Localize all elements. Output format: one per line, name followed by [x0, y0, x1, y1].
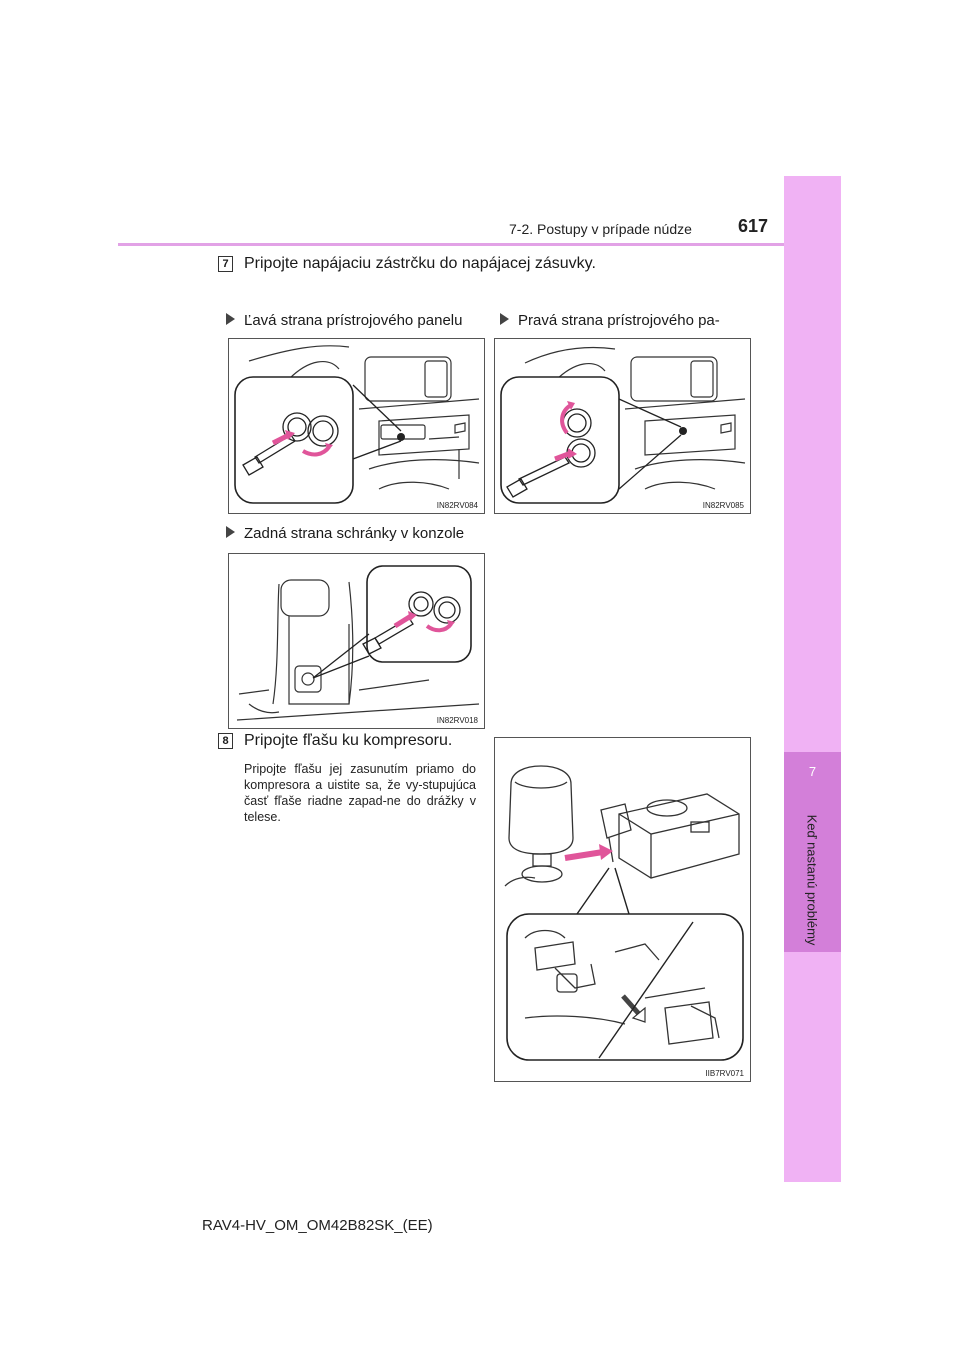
figure-rear-console-socket: [228, 553, 485, 729]
figure-code: IIB7RV071: [705, 1069, 744, 1078]
bullet-rear-console: [226, 523, 464, 545]
bullet-triangle-icon: [226, 313, 235, 325]
figure-code: IN82RV084: [436, 501, 478, 510]
bullet-right-panel-text-1: Pravá strana prístrojového pa-: [518, 312, 720, 329]
bullet-triangle-icon: [500, 313, 509, 325]
page-number: 617: [738, 216, 769, 236]
document-id: RAV4-HV_OM_OM42B82SK_(EE): [202, 1217, 433, 1234]
figure-code: IN82RV085: [702, 501, 744, 510]
bullet-left-panel: [226, 310, 462, 332]
figure-right-panel-socket: [494, 338, 751, 514]
bullet-triangle-icon: [226, 526, 235, 538]
step-8-badge: 8: [218, 733, 233, 749]
section-title: 7-2. Postupy v prípade núdze: [509, 221, 692, 237]
figure-compressor-bottle: [494, 737, 751, 1082]
chapter-number: 7: [808, 764, 817, 779]
compressor-illustration: [495, 738, 751, 1082]
left-panel-illustration: [229, 339, 485, 514]
right-panel-illustration: [495, 339, 751, 514]
figure-left-panel-socket: [228, 338, 485, 514]
step-8-text: Pripojte fľašu ku kompresoru.: [244, 732, 453, 749]
bullet-left-panel-text: Ľavá strana prístrojového panelu: [244, 312, 463, 329]
chapter-side-tab: [784, 176, 841, 1182]
rear-console-illustration: [229, 554, 485, 729]
figure-code: IN82RV018: [436, 716, 478, 725]
chapter-title: Keď nastanú problémy: [804, 814, 820, 946]
header-rule: [118, 243, 784, 246]
step-8-note: Pripojte fľašu jej zasunutím priamo do kompresora a uistite sa, že vy-stupujúca časť fľaše riadne zapad-ne do drážky v telese.: [244, 762, 476, 824]
step-7-badge: 7: [218, 256, 233, 272]
step-7-text: Pripojte napájaciu zástrčku do napájacej zásuvky.: [244, 255, 596, 272]
bullet-rear-console-text: Zadná strana schránky v konzole: [244, 525, 465, 542]
